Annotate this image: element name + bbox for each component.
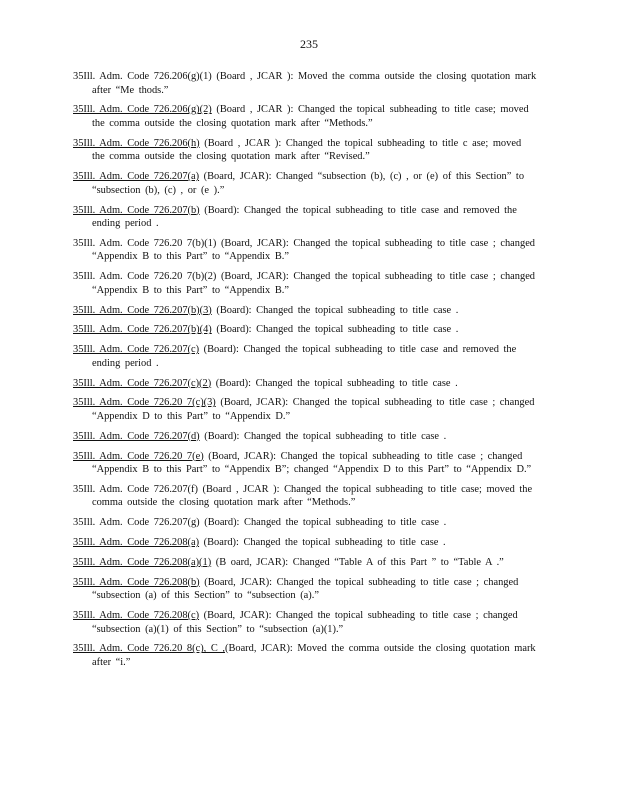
entry-description: (Board , JCAR ): Changed the topical subheading to title case; moved the comma outside the closing quotation mark after “Methods.” bbox=[92, 483, 533, 509]
amendment-entry bbox=[73, 270, 538, 297]
amendment-entry bbox=[73, 609, 538, 636]
entry-citation: 35Ill. Adm. Code 726.207(b) bbox=[73, 204, 200, 216]
page-number: 235 bbox=[300, 37, 318, 51]
entry-description: (Board, JCAR): Changed the topical subheading to title case ; changed “Appendix B to this Part” to “Appendix B.” bbox=[92, 237, 535, 263]
entry-citation: 35Ill. Adm. Code 726.207(f) bbox=[73, 483, 198, 495]
entry-description: (Board, JCAR): Changed the topical subheading to title case ; changed “subsection (a) of this Section” to “subsection (a).” bbox=[92, 576, 519, 602]
entry-description: (Board, JCAR): Changed the topical subheading to title case ; changed “subsection (a)(1) of this Section” to “subsection (a)(1).” bbox=[92, 609, 518, 635]
amendment-entry bbox=[73, 576, 538, 603]
entry-citation: 35Ill. Adm. Code 726.20 8(c), C , bbox=[73, 643, 225, 655]
amendment-entry bbox=[73, 642, 538, 669]
entry-description: (Board, JCAR): Moved the comma outside the closing quotation mark after “i.” bbox=[92, 643, 536, 668]
amendment-entry bbox=[73, 70, 538, 97]
entry-citation: 35Ill. Adm. Code 726.208(a)(1) bbox=[73, 556, 212, 568]
entry-description: (Board , JCAR ): Changed the topical subheading to title case; moved the comma outside the closing quotation mark after “Methods.” bbox=[92, 104, 529, 129]
entry-description: (Board, JCAR): Changed the topical subheading to title case ; changed “Appendix D to this Part” to “Appendix D.” bbox=[92, 397, 535, 422]
amendment-entry bbox=[73, 170, 538, 197]
entry-citation: 35Ill. Adm. Code 726.206(g)(2) bbox=[73, 104, 212, 116]
entry-description: (Board, JCAR): Changed the topical subheading to title case ; changed “Appendix B to this Part” to “Appendix B.” bbox=[92, 271, 535, 296]
amendment-entry bbox=[73, 430, 538, 444]
entry-description: (B oard, JCAR): Changed “Table A of this Part ” to “Table A .” bbox=[211, 556, 504, 568]
amendment-entry bbox=[73, 516, 538, 530]
entry-description: (Board, JCAR): Changed the topical subheading to title case ; changed “Appendix B to this Part” to “Appendix B”; changed “Appendix D to this Part” to “Appendix D.” bbox=[92, 450, 532, 476]
amendment-entry bbox=[73, 103, 538, 130]
entry-citation: 35Ill. Adm. Code 726.207(b)(4) bbox=[73, 324, 212, 336]
amendment-entry bbox=[73, 377, 538, 391]
amendment-entry bbox=[73, 483, 538, 510]
amendment-list bbox=[73, 70, 538, 676]
entry-citation: 35Ill. Adm. Code 726.20 7(e) bbox=[73, 450, 204, 462]
entry-citation: 35Ill. Adm. Code 726.207(c) bbox=[73, 344, 200, 356]
amendment-entry bbox=[73, 343, 538, 370]
amendment-entry bbox=[73, 556, 538, 570]
entry-citation: 35Ill. Adm. Code 726.207(g) bbox=[73, 517, 200, 529]
entry-citation: 35Ill. Adm. Code 726.208(c) bbox=[73, 609, 200, 621]
entry-description: (Board): Changed the topical subheading to title case and removed the ending period . bbox=[92, 344, 517, 369]
entry-citation: 35Ill. Adm. Code 726.20 7(c)(3) bbox=[73, 397, 216, 409]
entry-description: (Board): Changed the topical subheading to title case . bbox=[211, 377, 458, 389]
entry-citation: 35Ill. Adm. Code 726.207(c)(2) bbox=[73, 377, 212, 389]
amendment-entry bbox=[73, 237, 538, 264]
entry-description: (Board): Changed the topical subheading to title case . bbox=[199, 430, 447, 442]
entry-description: (Board): Changed the topical subheading to title case . bbox=[199, 517, 447, 529]
amendment-entry bbox=[73, 137, 538, 164]
entry-citation: 35Ill. Adm. Code 726.208(a) bbox=[73, 537, 200, 549]
entry-description: (Board, JCAR): Changed “subsection (b), (c) , or (e) of this Section” to “subsection (b), (c) , or (e ).” bbox=[92, 171, 525, 196]
amendment-entry bbox=[73, 450, 538, 477]
entry-citation: 35Ill. Adm. Code 726.207(b)(3) bbox=[73, 304, 212, 316]
entry-citation: 35Ill. Adm. Code 726.20 7(b)(1) bbox=[73, 237, 217, 249]
entry-citation: 35Ill. Adm. Code 726.206(h) bbox=[73, 137, 200, 149]
entry-citation: 35Ill. Adm. Code 726.208(b) bbox=[73, 576, 200, 588]
amendment-entry bbox=[73, 396, 538, 423]
entry-description: (Board): Changed the topical subheading to title case . bbox=[199, 537, 446, 549]
entry-citation: 35Ill. Adm. Code 726.20 7(b)(2) bbox=[73, 271, 217, 283]
amendment-entry bbox=[73, 204, 538, 231]
entry-description: (Board): Changed the topical subheading to title case and removed the ending period . bbox=[92, 204, 517, 230]
amendment-entry bbox=[73, 323, 538, 337]
entry-description: (Board , JCAR ): Moved the comma outside the closing quotation mark after “Me thods.” bbox=[92, 71, 537, 96]
entry-citation: 35Ill. Adm. Code 726.207(d) bbox=[73, 430, 200, 442]
entry-description: (Board , JCAR ): Changed the topical subheading to title c ase; moved the comma outside the closing quotation mark after “Revised.” bbox=[92, 137, 522, 163]
entry-citation: 35Ill. Adm. Code 726.207(a) bbox=[73, 171, 200, 183]
entry-citation: 35Ill. Adm. Code 726.206(g)(1) bbox=[73, 71, 212, 82]
entry-description: (Board): Changed the topical subheading to title case . bbox=[211, 324, 459, 336]
amendment-entry bbox=[73, 536, 538, 550]
amendment-entry bbox=[73, 304, 538, 318]
entry-description: (Board): Changed the topical subheading to title case . bbox=[211, 304, 459, 316]
